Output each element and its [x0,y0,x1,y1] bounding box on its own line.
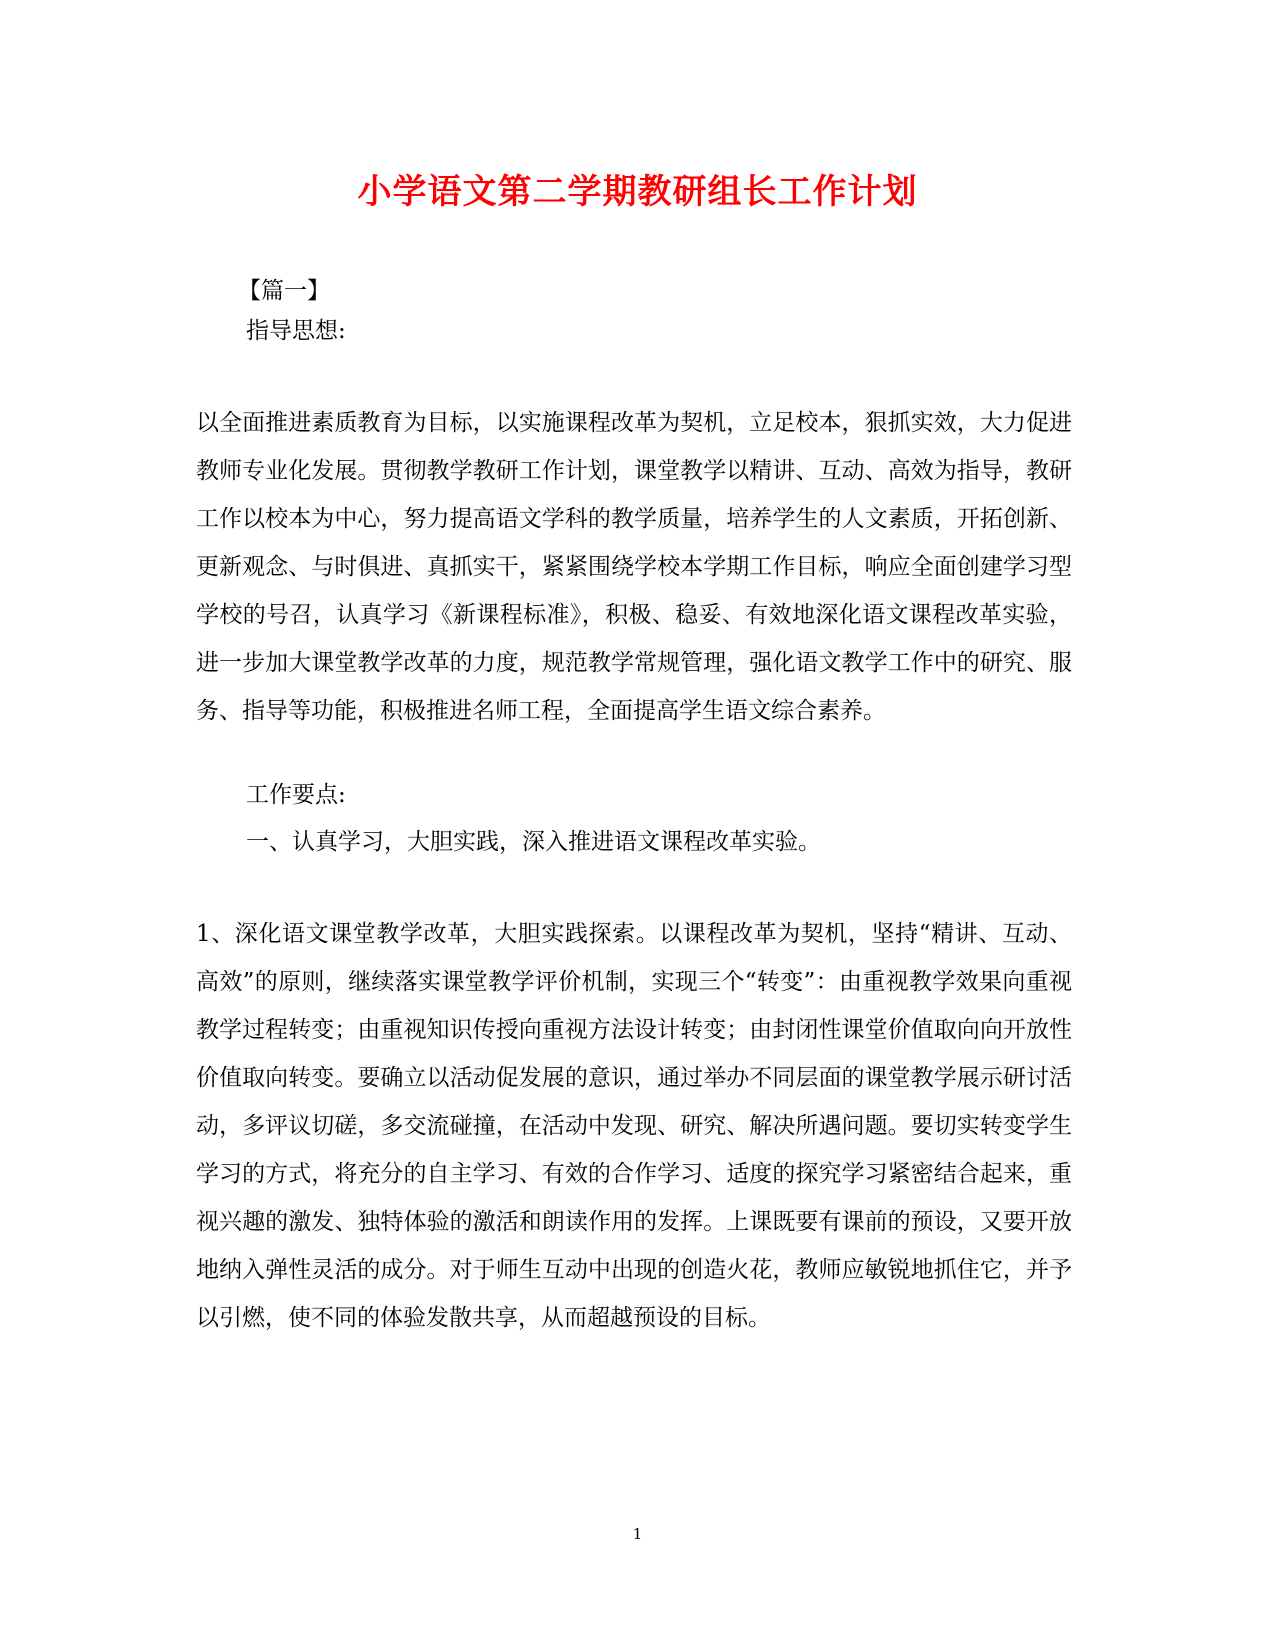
guiding-heading: 指导思想: [246,318,346,344]
point-one-heading: 一、认真学习，大胆实践，深入推进语文课程改革实验。 [246,829,821,855]
work-points-heading: 工作要点: [246,782,346,808]
guiding-heading-block [196,307,1072,355]
section-label: 【篇一】 [238,278,330,304]
work-points-heading-block [196,771,1072,819]
item-one-block [196,910,1072,1342]
page-number: 1 [632,1525,643,1543]
guiding-paragraph-block [196,399,1072,735]
guiding-paragraph: 以全面推进素质教育为目标，以实施课程改革为契机，立足校本，狠抓实效，大力促进教师专业化发展。贯彻教学教研工作计划，课堂教学以精讲、互动、高效为指导，教研工作以校本为中心，努力提高语文学科的教学质量，培养学生的人文素质，开拓创新、更新观念、与时俱进、真抓实干，紧紧围绕学校本学期工作目标，响应全面创建学习型学校的号召，认真学习《新课程标准》，积极、稳妥、有效地深化语文课程改革实验，进一步加大课堂教学改革的力度，规范教学常规管理，强化语文教学工作中的研究、服务、指导等功能，积极推进名师工程，全面提高学生语文综合素养。 [196,410,1072,724]
document-title: 小学语文第二学期教研组长工作计划 [357,172,918,212]
point-one-block [196,818,1072,866]
item-one-paragraph: 1、深化语文课堂教学改革，大胆实践探索。以课程改革为契机，坚持“精讲、互动、高效”的原则，继续落实课堂教学评价机制，实现三个“转变”：由重视教学效果向重视教学过程转变；由重视知识传授向重视方法设计转变；由封闭性课堂价值取向向开放性价值取向转变。要确立以活动促发展的意识，通过举办不同层面的课堂教学展示研讨活动，多评议切磋，多交流碰撞，在活动中发现、研究、解决所遇问题。要切实转变学生学习的方式，将充分的自主学习、有效的合作学习、适度的探究学习紧密结合起来，重视兴趣的激发、独特体验的激活和朗读作用的发挥。上课既要有课前的预设，又要开放地纳入弹性灵活的成分。对于师生互动中出现的创造火花，教师应敏锐地抓住它，并予以引燃，使不同的体验发散共享，从而超越预设的目标。 [196,921,1072,1331]
